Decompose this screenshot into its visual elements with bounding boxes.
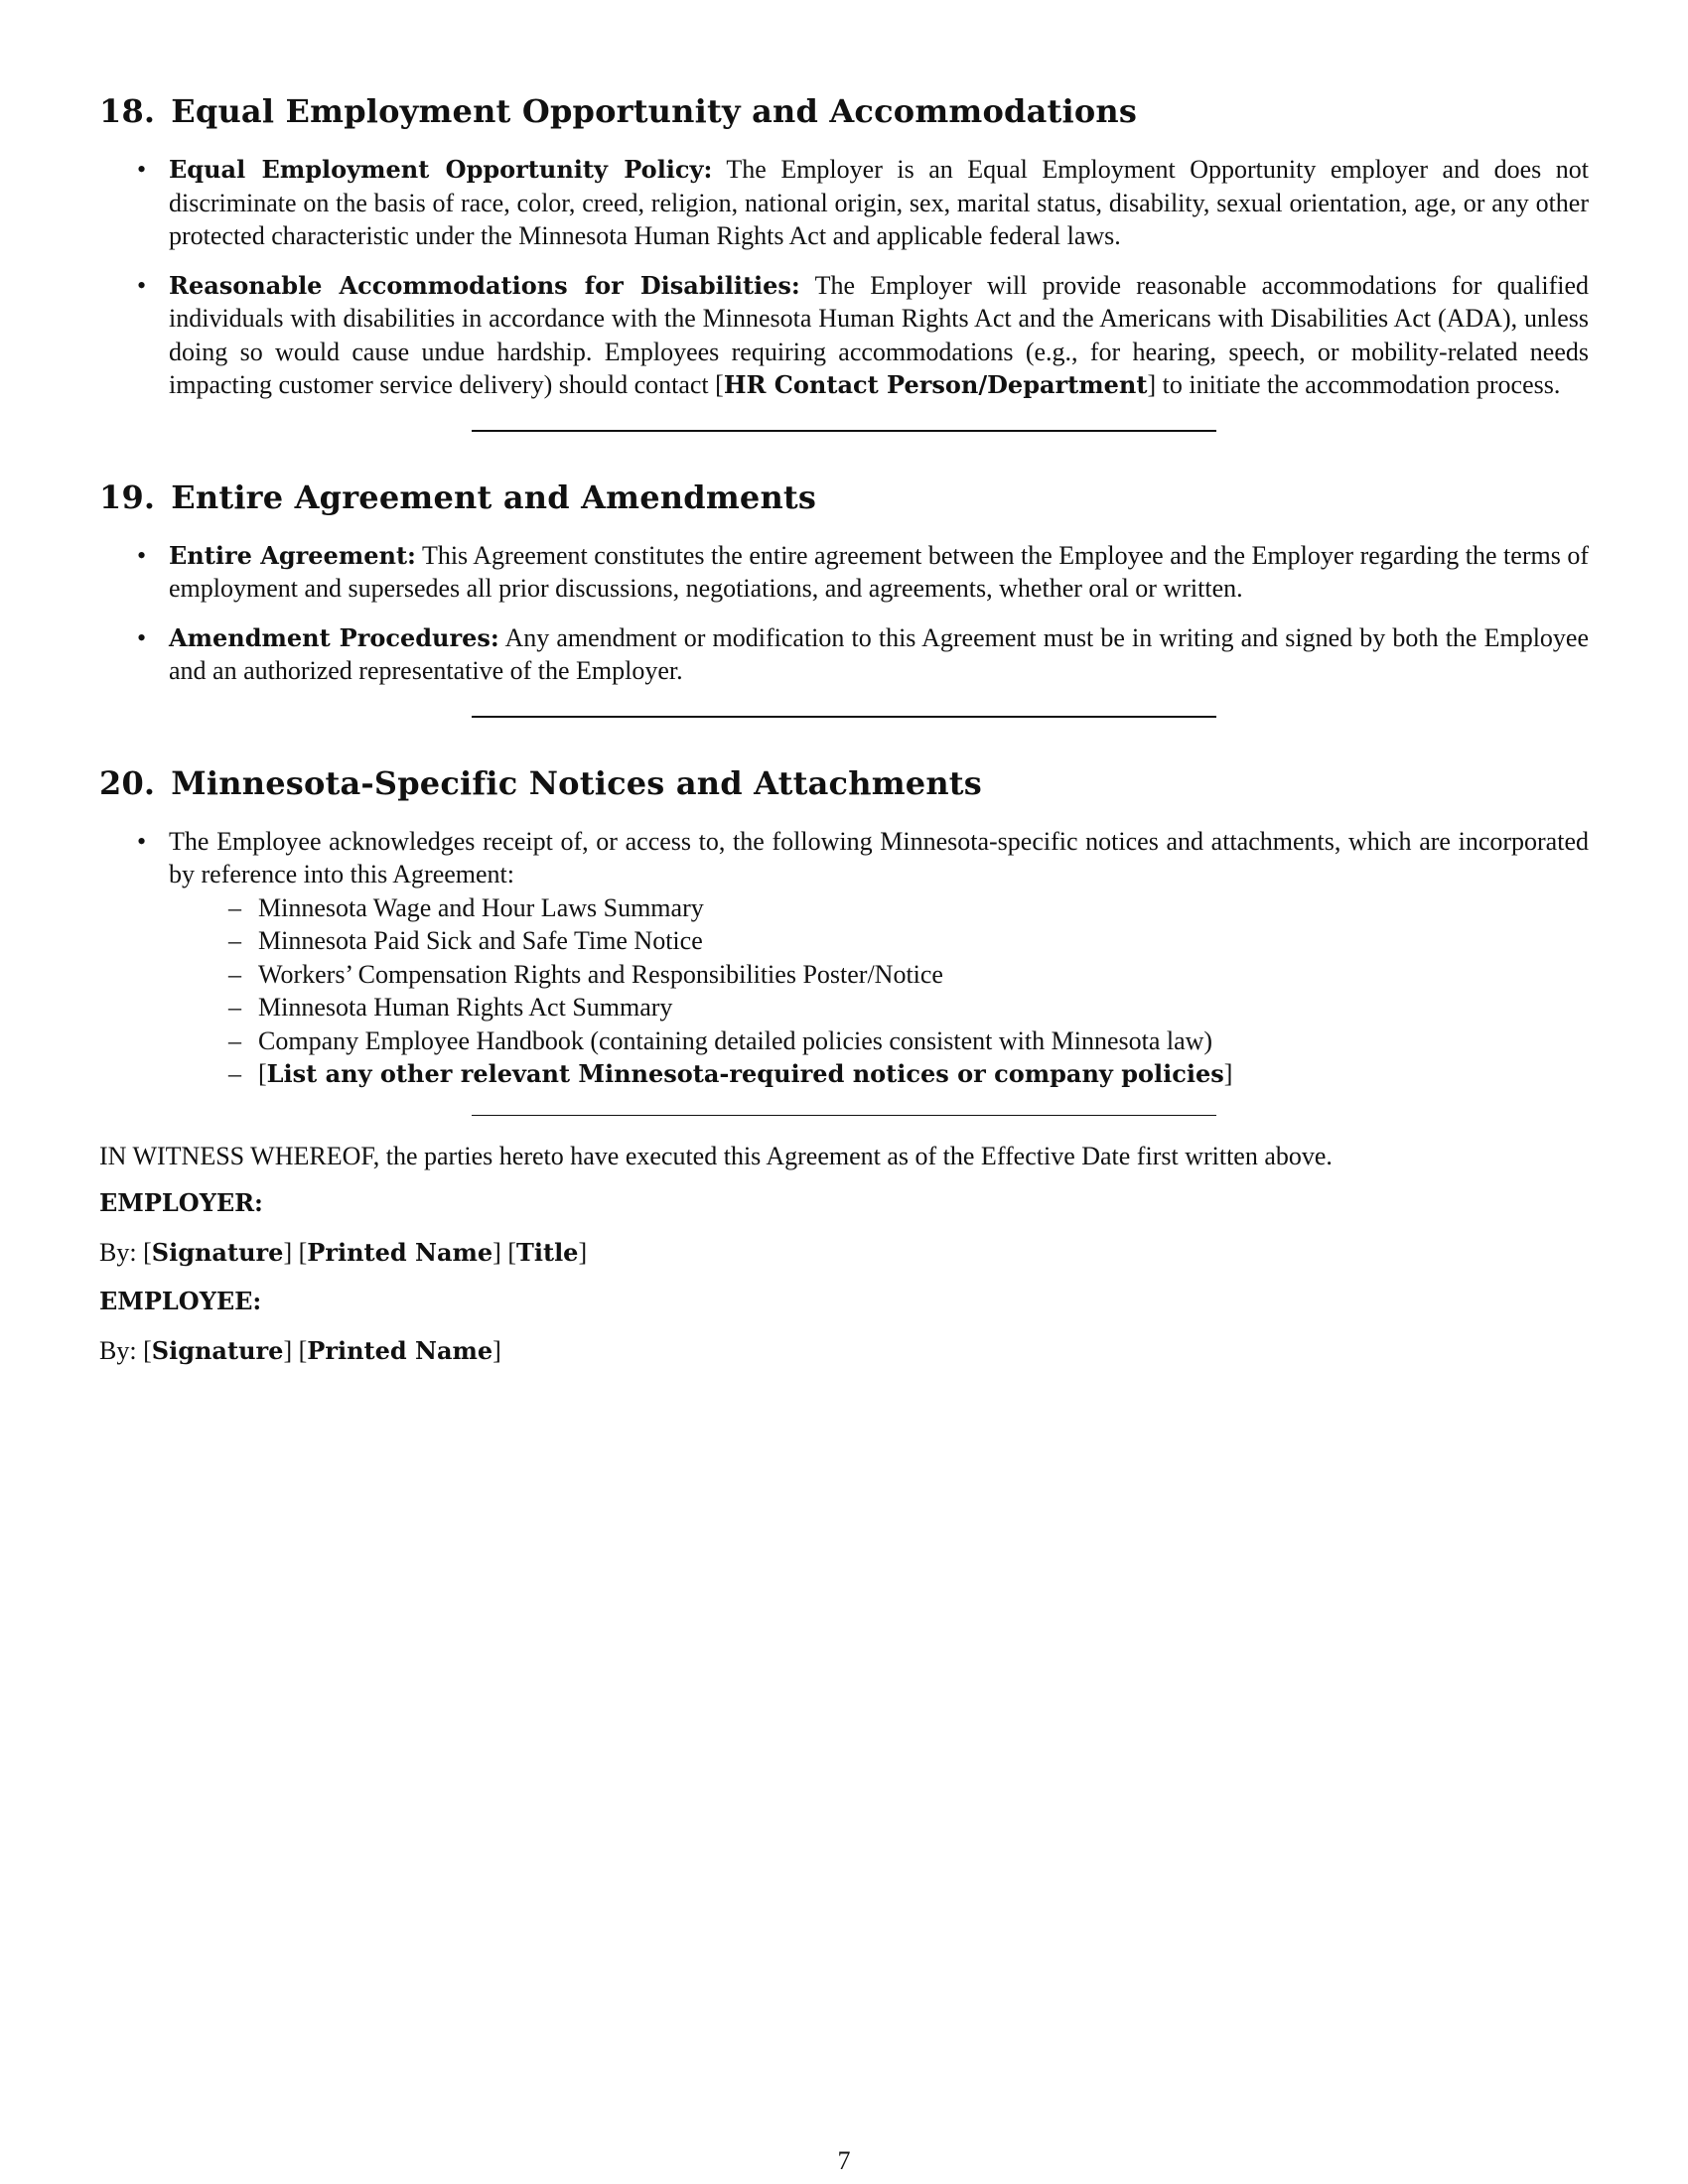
section-heading	[99, 91, 1589, 131]
item-text: The Employer is an Equal Employment Opportunity employer and does not discriminate on the basis of race, color, creed, religion, national origin, sex, marital status, disability, sexual orientation, age, or any other protected characteristic under the Minnesota Human Rights Act and applicable federal laws.	[169, 155, 1589, 250]
signature-placeholder: Signature	[151, 1237, 284, 1267]
signature-placeholder: Signature	[151, 1335, 284, 1365]
list-item	[99, 539, 1589, 606]
employee-signature-line: By: [Signature] [Printed Name]	[99, 1335, 501, 1365]
section-number: 20.	[99, 763, 156, 802]
employer-heading: EMPLOYER:	[99, 1188, 263, 1217]
item-text: Any amendment or modification to this Agreement must be in writing and signed by both the Employee and an authorized representative of the Employer.	[169, 622, 1589, 685]
item-label: Entire Agreement:	[169, 540, 416, 570]
by-label: By:	[99, 1335, 137, 1365]
attachment-item: – [List any other relevant Minnesota-required notices or company policies]	[228, 1057, 1589, 1091]
attachment-item: – Minnesota Paid Sick and Safe Time Notice	[228, 924, 1589, 958]
document-page	[99, 91, 1589, 1381]
bullet-list	[99, 825, 1589, 1091]
page-number: 7	[837, 2146, 851, 2175]
section-title: Entire Agreement and Amendments	[171, 478, 817, 516]
employee-heading: EMPLOYEE:	[99, 1287, 262, 1315]
item-label: Equal Employment Opportunity Policy:	[169, 155, 713, 184]
section-title: Equal Employment Opportunity and Accommodations	[171, 92, 1138, 130]
witness-clause: IN WITNESS WHEREOF, the parties hereto have executed this Agreement as of the Effective Date first written above.	[99, 1141, 1333, 1170]
list-item: • Reasonable Accommodations for Disabilities: The Employer will provide reasonable accommodations for qualified individuals with disabilities in accordance with the Minnesota Human Rights Act and the Americans with Disabilities Act (ADA), unless doing so would cause undue hardship. Employees requiring accommodations (e.g., for hearing, speech, or mobility-related needs impacting customer service delivery) should contact [HR Contact Person/Department] to initiate the accommodation process.	[99, 269, 1589, 402]
printed-name-placeholder: Printed Name	[307, 1237, 493, 1267]
attachment-item: – Minnesota Human Rights Act Summary	[228, 991, 1589, 1024]
bullet-list	[99, 539, 1589, 688]
section-divider	[472, 430, 1216, 432]
item-text: The Employee acknowledges receipt of, or access to, the following Minnesota-specific notices and attachments, which are incorporated by reference into this Agreement:	[169, 826, 1589, 888]
by-label: By:	[99, 1237, 137, 1267]
attachment-list	[169, 891, 1589, 1091]
section-number: 19.	[99, 478, 156, 516]
title-placeholder: Title	[516, 1237, 579, 1267]
section-divider	[472, 1115, 1216, 1116]
item-text: This Agreement constitutes the entire agreement between the Employee and the Employer regarding the terms of employment and supersedes all prior discussions, negotiations, and agreements, whether oral or written.	[169, 540, 1589, 603]
section-number: 18.	[99, 92, 156, 130]
printed-name-placeholder: Printed Name	[307, 1335, 493, 1365]
item-text: to initiate the accommodation process.	[1162, 370, 1561, 399]
bullet-list	[99, 153, 1589, 402]
list-item	[99, 153, 1589, 253]
list-item	[99, 621, 1589, 688]
employer-signature-line: By: [Signature] [Printed Name] [Title]	[99, 1237, 588, 1267]
attachment-item: – Minnesota Wage and Hour Laws Summary	[228, 891, 1589, 925]
section-title: Minnesota-Specific Notices and Attachments	[171, 763, 982, 802]
placeholder-text: List any other relevant Minnesota-required notices or company policies	[266, 1059, 1224, 1088]
item-label: Amendment Procedures:	[169, 622, 499, 652]
placeholder-text: HR Contact Person/Department	[723, 370, 1148, 399]
item-label: Reasonable Accommodations for Disabilities:	[169, 270, 800, 300]
section-heading	[99, 763, 1589, 803]
attachment-item: – Workers’ Compensation Rights and Responsibilities Poster/Notice	[228, 958, 1589, 992]
section-18	[99, 91, 1589, 402]
section-heading	[99, 478, 1589, 517]
list-item	[99, 825, 1589, 1091]
attachment-item: – Company Employee Handbook (containing detailed policies consistent with Minnesota law)	[228, 1024, 1589, 1058]
section-19	[99, 478, 1589, 688]
section-divider	[472, 716, 1216, 718]
section-20	[99, 763, 1589, 1091]
item-text: The Employer will provide reasonable accommodations for qualified individuals with disabilities in accordance with the Minnesota Human Rights Act and the Americans with Disabilities Act (ADA), unless doing so would cause undue hardship. Employees requiring accommodations (e.g., for hearing, speech, or mobility-related needs impacting customer service delivery) should contact	[169, 270, 1590, 399]
